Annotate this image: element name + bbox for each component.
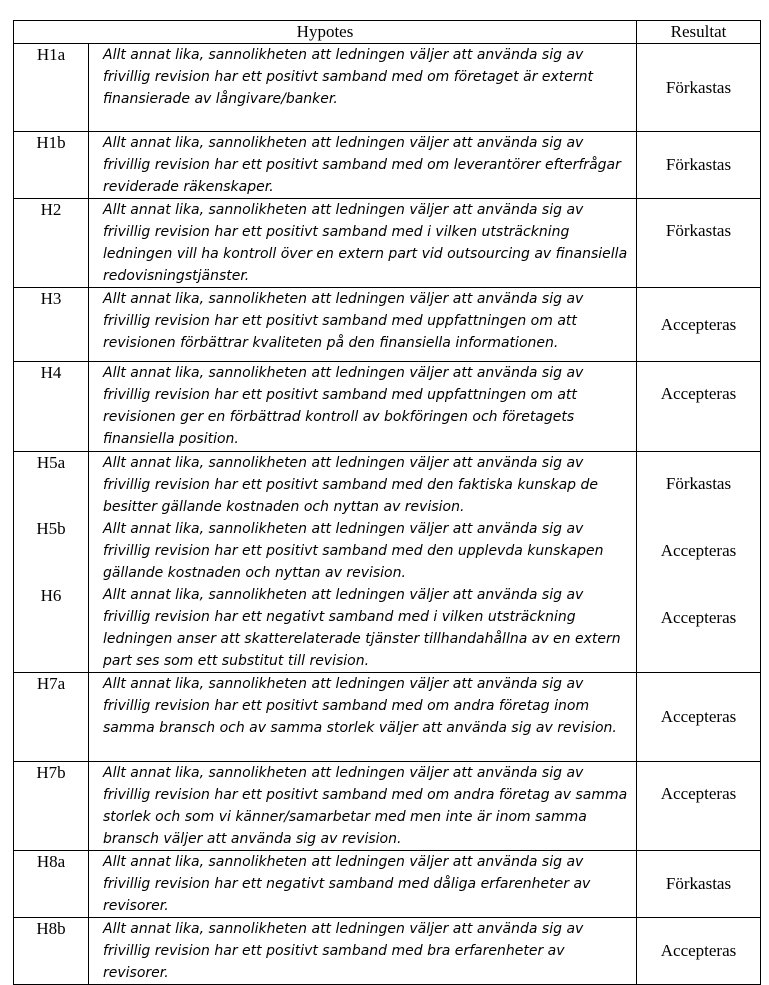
hypothesis-result: Förkastas	[637, 851, 761, 918]
hypothesis-id: H7b	[14, 762, 89, 851]
hypothesis-text: Allt annat lika, sannolikheten att ledningen väljer att använda sig av frivillig revision har ett positivt samband med den upplevda kunskapen gällande kostnaden och nyttan av revision.	[103, 521, 604, 581]
hypothesis-result: Accepteras	[660, 541, 737, 560]
hypothesis-id: H2	[14, 199, 89, 288]
header-hypotes: Hypotes	[14, 21, 637, 44]
hypothesis-text: Allt annat lika, sannolikheten att ledningen väljer att använda sig av frivillig revision har ett positivt samband med om företaget är externt finansierade av långivare/banker.	[89, 44, 637, 132]
table-row	[14, 288, 761, 362]
hypothesis-id: H5a	[36, 453, 66, 472]
hypothesis-result: Accepteras	[637, 918, 761, 985]
hypothesis-id: H8b	[14, 918, 89, 985]
hypothesis-id: H6	[40, 586, 62, 605]
hypothesis-text: Allt annat lika, sannolikheten att ledningen väljer att använda sig av frivillig revision har ett positivt samband med om andra företag av samma storlek och som vi känner/samarbetar med men inte är inom samma bransch väljer att använda sig av revision.	[89, 762, 637, 851]
hypothesis-id-group	[14, 452, 89, 673]
hypothesis-result-group	[637, 452, 761, 673]
header-resultat: Resultat	[637, 21, 761, 44]
hypothesis-text: Allt annat lika, sannolikheten att ledningen väljer att använda sig av frivillig revision har ett positivt samband med uppfattningen om att revisionen ger en förbättrad kontroll av bokföringen och företagets finansiella position.	[89, 362, 637, 452]
hypothesis-text: Allt annat lika, sannolikheten att ledningen väljer att använda sig av frivillig revision har ett positivt samband med den faktiska kunskap de besitter gällande kostnaden och nyttan av revision.	[103, 455, 599, 515]
hypothesis-id: H1a	[14, 44, 89, 132]
hypothesis-text: Allt annat lika, sannolikheten att ledningen väljer att använda sig av frivillig revision har ett positivt samband med om andra företag inom samma bransch och av samma storlek väljer att använda sig av revision.	[89, 673, 637, 762]
hypothesis-result: Accepteras	[637, 288, 761, 362]
hypothesis-text: Allt annat lika, sannolikheten att ledningen väljer att använda sig av frivillig revision har ett positivt samband med bra erfarenheter av revisorer.	[89, 918, 637, 985]
hypothesis-id: H8a	[14, 851, 89, 918]
hypothesis-text: Allt annat lika, sannolikheten att ledningen väljer att använda sig av frivillig revision har ett positivt samband med om leverantörer efterfrågar reviderade räkenskaper.	[89, 132, 637, 199]
table-row	[14, 918, 761, 985]
hypothesis-text-group	[89, 452, 637, 673]
table-row	[14, 199, 761, 288]
hypothesis-result: Förkastas	[637, 44, 761, 132]
hypothesis-text: Allt annat lika, sannolikheten att ledningen väljer att använda sig av frivillig revision har ett positivt samband med i vilken utsträckning ledningen vill ha kontroll över en extern part vid outsourcing av finansiella redovisningstjänster.	[89, 199, 637, 288]
table-row	[14, 851, 761, 918]
hypothesis-id: H5b	[36, 519, 66, 538]
hypothesis-table	[13, 20, 761, 985]
hypothesis-result: Förkastas	[665, 474, 732, 493]
hypothesis-id: H4	[14, 362, 89, 452]
hypothesis-result: Accepteras	[637, 762, 761, 851]
hypothesis-text: Allt annat lika, sannolikheten att ledningen väljer att använda sig av frivillig revision har ett negativt samband med dåliga erfarenheter av revisorer.	[89, 851, 637, 918]
hypothesis-result: Accepteras	[660, 608, 737, 627]
hypothesis-text: Allt annat lika, sannolikheten att ledningen väljer att använda sig av frivillig revision har ett negativt samband med i vilken utsträckning ledningen anser att skatterelaterade tjänster tillhandahållna av en extern part ses som ett substitut till revision.	[103, 587, 621, 669]
table-row	[14, 362, 761, 452]
hypothesis-result: Förkastas	[637, 132, 761, 199]
table-row	[14, 762, 761, 851]
header-row	[14, 21, 761, 44]
hypothesis-text: Allt annat lika, sannolikheten att ledningen väljer att använda sig av frivillig revision har ett positivt samband med uppfattningen om att revisionen förbättrar kvaliteten på den finansiella informationen.	[89, 288, 637, 362]
table-row	[14, 452, 761, 673]
table-row	[14, 673, 761, 762]
hypothesis-result: Accepteras	[637, 673, 761, 762]
table-row	[14, 132, 761, 199]
hypothesis-result: Förkastas	[637, 199, 761, 288]
hypothesis-id: H3	[14, 288, 89, 362]
hypothesis-id: H7a	[14, 673, 89, 762]
table-row	[14, 44, 761, 132]
hypothesis-result: Accepteras	[637, 362, 761, 452]
hypothesis-id: H1b	[14, 132, 89, 199]
